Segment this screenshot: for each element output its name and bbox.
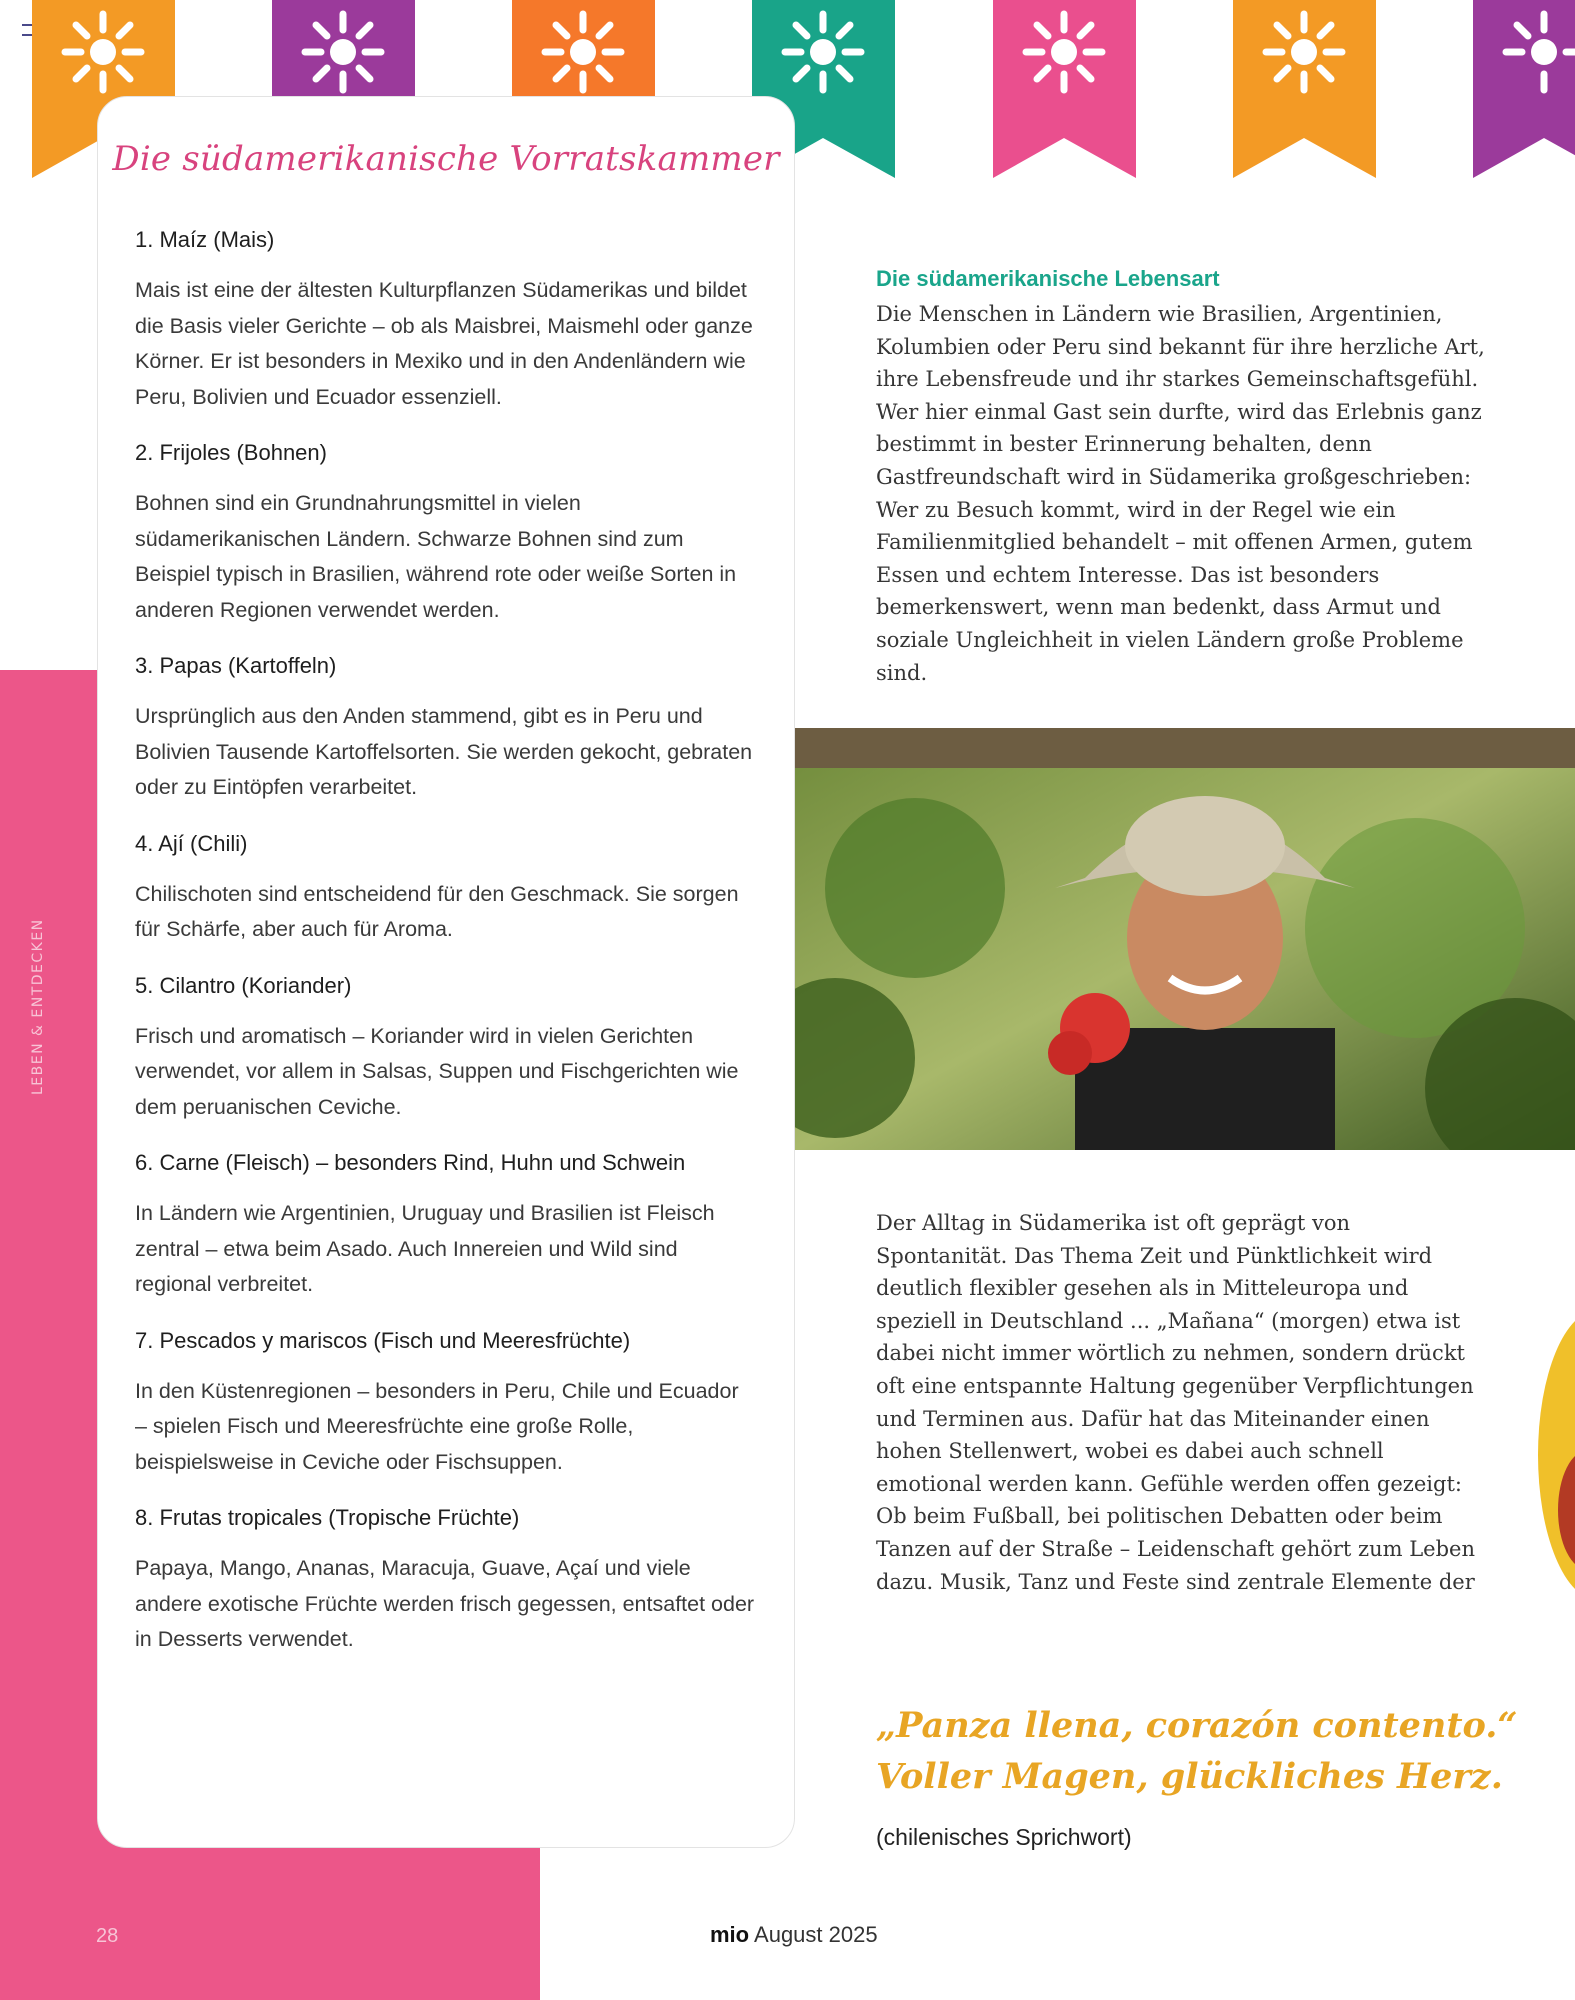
item-text-2: Bohnen sind ein Grundnahrungsmittel in vielen südamerikanischen Ländern. Schwarze Bohnen sind zum Beispiel typisch in Brasilien, während rote oder weiße Sorten in anderen Regionen verwendet werden. [135,491,737,622]
quote-line-2: Voller Magen, glückliches Herz. [876,1756,1503,1797]
item-title-2: 2. Frijoles (Bohnen) [135,440,327,465]
item-text-1: Mais ist eine der ältesten Kulturpflanzen Südamerikas und bildet die Basis vieler Gerichte – ob als Maisbrei, Maismehl oder ganze Körner. Er ist besonders in Mexiko und in den Andenländern wie Peru, Bolivien und Ecuador essenziell. [135,278,753,409]
article-paragraph-1: Die Menschen in Ländern wie Brasilien, Argentinien, Kolumbien oder Peru sind bekannt für ihre herzliche Art, ihre Lebensfreude und ihr starkes Gemeinschaftsgefühl. Wer hier einmal Gast sein durfte, wird das Erlebnis ganz bestimmt in bester Erinnerung behalten, denn Gastfreundschaft wird in Südamerika großgeschrieben: Wer zu Besuch kommt, wird in der Regel wie ein Familienmitglied behandelt – mit offenen Armen, gutem Essen und echtem Interesse. Das ist besonders bemerkenswert, wenn man bedenkt, dass Armut und soziale Ungleichheit in vielen Ländern große Probleme sind. [876,302,1485,685]
article-paragraph-2: Der Alltag in Südamerika ist oft geprägt von Spontanität. Das Thema Zeit und Pünktlichkeit wird deutlich flexibler gesehen als in Mitteleuropa und speziell in Deutschland ... „Mañana“ (morgen) etwa ist dabei nicht immer wörtlich zu nehmen, sondern drückt oft eine entspannte Haltung gegenüber Verpflichtungen und Terminen aus. Dafür hat das Miteinander einen hohen Stellenwert, wobei es dabei auch schnell emotional werden kann. Gefühle werden offen gezeigt: Ob beim Fußball, bei politischen Debatten oder beim Tanzen auf der Straße – Leidenschaft gehört zum Leben dazu. Musik, Tanz und Feste sind zentrale Elemente der [876,1211,1475,1594]
banner-purple-2 [1473,0,1575,178]
page-number: 28 [96,1925,119,1947]
section-side-label: LEBEN & ENTDECKEN [30,918,46,1095]
photo-woman-with-hat [795,728,1575,1150]
banner-pink [993,0,1136,178]
item-title-5: 5. Cilantro (Koriander) [135,972,352,998]
item-text-4: Chilischoten sind entscheidend für den Geschmack. Sie sorgen für Schärfe, aber auch für Aroma. [135,881,739,941]
issue-date: August 2025 [754,1922,878,1947]
item-title-7: 7. Pescados y mariscos (Fisch und Meeresfrüchte) [135,1327,631,1353]
banner-orange-3 [1233,0,1376,178]
item-text-8: Papaya, Mango, Ananas, Maracuja, Guave, Açaí und viele andere exotische Früchte werden frisch gegessen, entsaftet oder in Desserts verwendet. [135,1556,755,1651]
item-text-7: In den Küstenregionen – besonders in Peru, Chile und Ecuador – spielen Fisch und Meeresfrüchte eine große Rolle, beispielsweise in Ceviche oder Fischsuppen. [135,1378,739,1474]
item-title-3: 3. Papas (Kartoffeln) [135,653,337,678]
item-title-8: 8. Frutas tropicales (Tropische Früchte) [135,1505,520,1530]
article-heading: Die südamerikanische Lebensart [876,266,1220,291]
pantry-list [135,225,755,1681]
pantry-card [97,96,795,1848]
quote [876,1700,1518,1802]
brand-name: mio [710,1922,750,1947]
menu-icon [22,24,32,36]
edge-decoration [1518,1310,1575,1600]
footer-issue [710,1922,878,1948]
quote-line-1: „Panza llena, corazón contento.“ [876,1705,1518,1746]
item-title-4: 4. Ají (Chili) [135,830,248,856]
item-text-6: In Ländern wie Argentinien, Uruguay und Brasilien ist Fleisch zentral – etwa beim Asado. Auch Innereien und Wild sind regional verbreitet. [135,1201,715,1296]
item-text-5: Frisch und aromatisch – Koriander wird in vielen Gerichten verwendet, vor allem in Salsas, Suppen und Fischgerichten wie dem peruanischen Ceviche. [135,1023,739,1119]
item-title-6: 6. Carne (Fleisch) – besonders Rind, Huhn und Schwein [135,1150,686,1175]
quote-source: (chilenisches Sprichwort) [876,1824,1132,1850]
item-text-3: Ursprünglich aus den Anden stammend, gibt es in Peru und Bolivien Tausende Kartoffelsorten. Sie werden gekocht, gebraten oder zu Eintöpfen verarbeitet. [135,704,753,799]
item-title-1: 1. Maíz (Mais) [135,227,275,252]
card-title: Die südamerikanische Vorratskammer [112,139,780,179]
